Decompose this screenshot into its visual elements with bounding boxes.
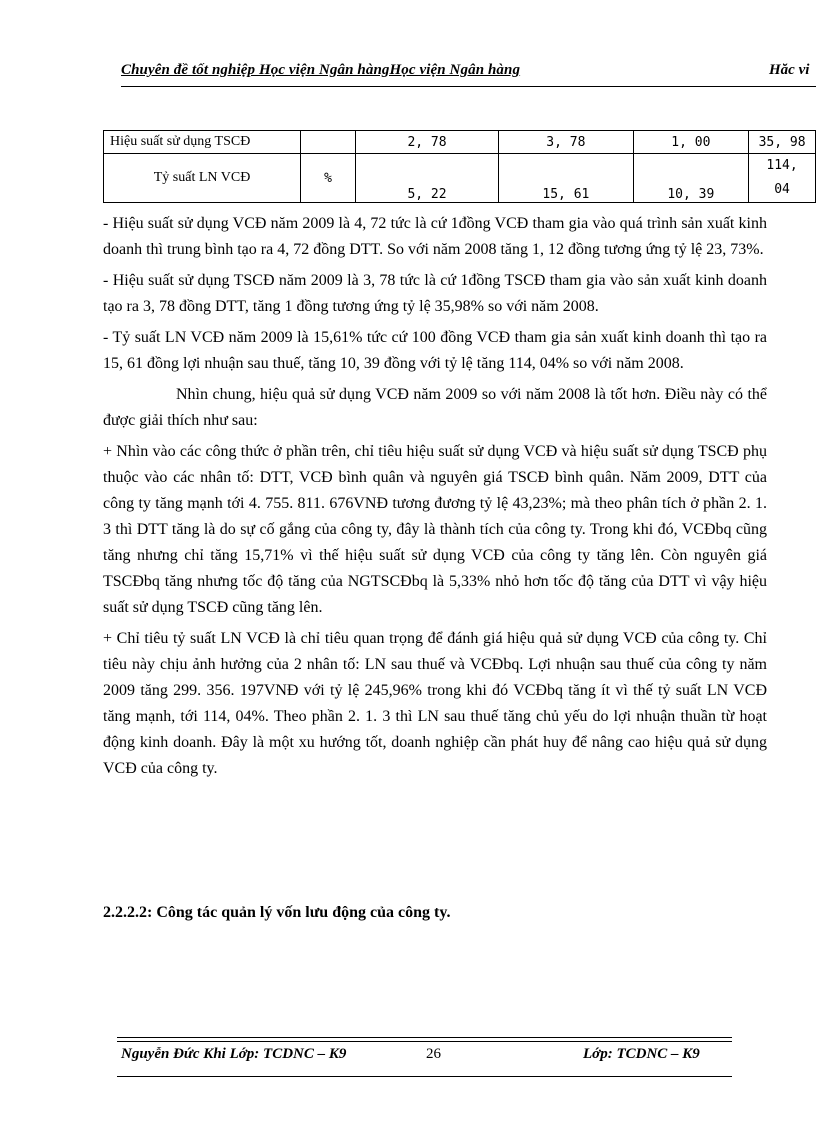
- row-percent: 35, 98: [749, 131, 816, 154]
- header-title: Chuyên đề tốt nghiệp Học viện Ngân hàngHọc viện Ngân hàng: [121, 62, 521, 78]
- header-right-text: Hăc vi: [769, 62, 810, 78]
- body-text: [103, 211, 767, 787]
- paragraph: + Chỉ tiêu tỷ suất LN VCĐ là chỉ tiêu quan trọng để đánh giá hiệu quả sử dụng VCĐ của công ty. Chỉ tiêu này chịu ảnh hưởng của 2 nhân tố: LN sau thuế và VCĐbq. Lợi nhuận sau thuế của công ty năm 2009 tăng 299. 356. 197VNĐ với tỷ lệ 245,96% trong khi đó VCĐbq tăng ít vì thế tỷ suất LN VCĐ tăng mạnh, tới 114, 04%. Theo phần 2. 1. 3 thì LN sau thuế tăng chủ yếu do lợi nhuận thuần từ hoạt động kinh doanh. Đây là một xu hướng tốt, doanh nghiệp cần phát huy để nâng cao hiệu quả sử dụng VCĐ của công ty.: [103, 630, 767, 777]
- table-row: [104, 131, 816, 154]
- table-row: [104, 154, 816, 203]
- paragraph: Nhìn chung, hiệu quả sử dụng VCĐ năm 2009 so với năm 2008 là tốt hơn. Điều này có thể được giải thích như sau:: [103, 386, 767, 429]
- row-value-2009: 15, 61: [499, 154, 633, 203]
- footer-class: Lớp: TCDNC – K9: [583, 1046, 700, 1062]
- footer-rule: [117, 1076, 732, 1077]
- page-number: 26: [426, 1046, 441, 1062]
- row-unit: [301, 131, 356, 154]
- row-diff: 10, 39: [633, 154, 749, 203]
- row-label: Hiệu suất sử dụng TSCĐ: [104, 131, 301, 154]
- paragraph: - Hiệu suất sử dụng TSCĐ năm 2009 là 3, 78 tức là cứ 1đồng TSCĐ tham gia vào sản xuất kinh doanh tạo ra 3, 78 đồng DTT, tăng 1 đồng tương ứng tỷ lệ 35,98% so với năm 2008.: [103, 272, 767, 315]
- paragraph: + Nhìn vào các công thức ở phần trên, chỉ tiêu hiệu suất sử dụng VCĐ và hiệu suất sử dụng TSCĐ phụ thuộc vào các nhân tố: DTT, VCĐ bình quân và nguyên giá TSCĐ bình quân. Năm 2009, DTT của công ty tăng mạnh tới 4. 755. 811. 676VNĐ tương đương tỷ lệ 43,23%; mà theo phân tích ở phần 2. 1. 3 thì DTT tăng là do sự cố gắng của công ty, đây là thành tích của công ty. Trong khi đó, VCĐbq cũng tăng nhưng chỉ tăng 15,71% vì thế hiệu suất sử dụng VCĐ của công ty tăng lên. Còn nguyên giá TSCĐbq tăng nhưng tốc độ tăng của NGTSCĐbq là 5,33% nhỏ hơn tốc độ tăng của DTT vì vậy hiệu suất sử dụng TSCĐ cũng tăng lên.: [103, 443, 767, 616]
- paragraph: - Tỷ suất LN VCĐ năm 2009 là 15,61% tức cứ 100 đồng VCĐ tham gia sản xuất kinh doanh thì tạo ra 15, 61 đồng lợi nhuận sau thuế, tăng 10, 39 đồng với tỷ lệ tăng 114, 04% so với năm 2008.: [103, 329, 767, 372]
- section-heading: 2.2.2.2: Công tác quản lý vốn lưu động của công ty.: [103, 904, 451, 921]
- footer-author: Nguyễn Đức Khi Lớp: TCDNC – K9: [121, 1046, 347, 1062]
- efficiency-table: [103, 130, 816, 203]
- page-header: [121, 62, 816, 88]
- row-diff: 1, 00: [633, 131, 749, 154]
- footer-rule: [117, 1037, 732, 1038]
- row-value-2009: 3, 78: [499, 131, 633, 154]
- row-unit: %: [301, 154, 356, 203]
- row-label: Tỷ suất LN VCĐ: [104, 154, 301, 203]
- row-value-2008: 5, 22: [355, 154, 498, 203]
- row-value-2008: 2, 78: [355, 131, 498, 154]
- row-percent: 114, 04: [749, 154, 816, 203]
- paragraph: - Hiệu suất sử dụng VCĐ năm 2009 là 4, 72 tức là cứ 1đồng VCĐ tham gia vào quá trình sản xuất kinh doanh thì trung bình tạo ra 4, 72 đồng DTT. So với năm 2008 tăng 1, 12 đồng tương ứng tỷ lệ 23, 73%.: [103, 215, 767, 258]
- header-rule: [121, 86, 816, 87]
- footer-rule: [117, 1041, 732, 1042]
